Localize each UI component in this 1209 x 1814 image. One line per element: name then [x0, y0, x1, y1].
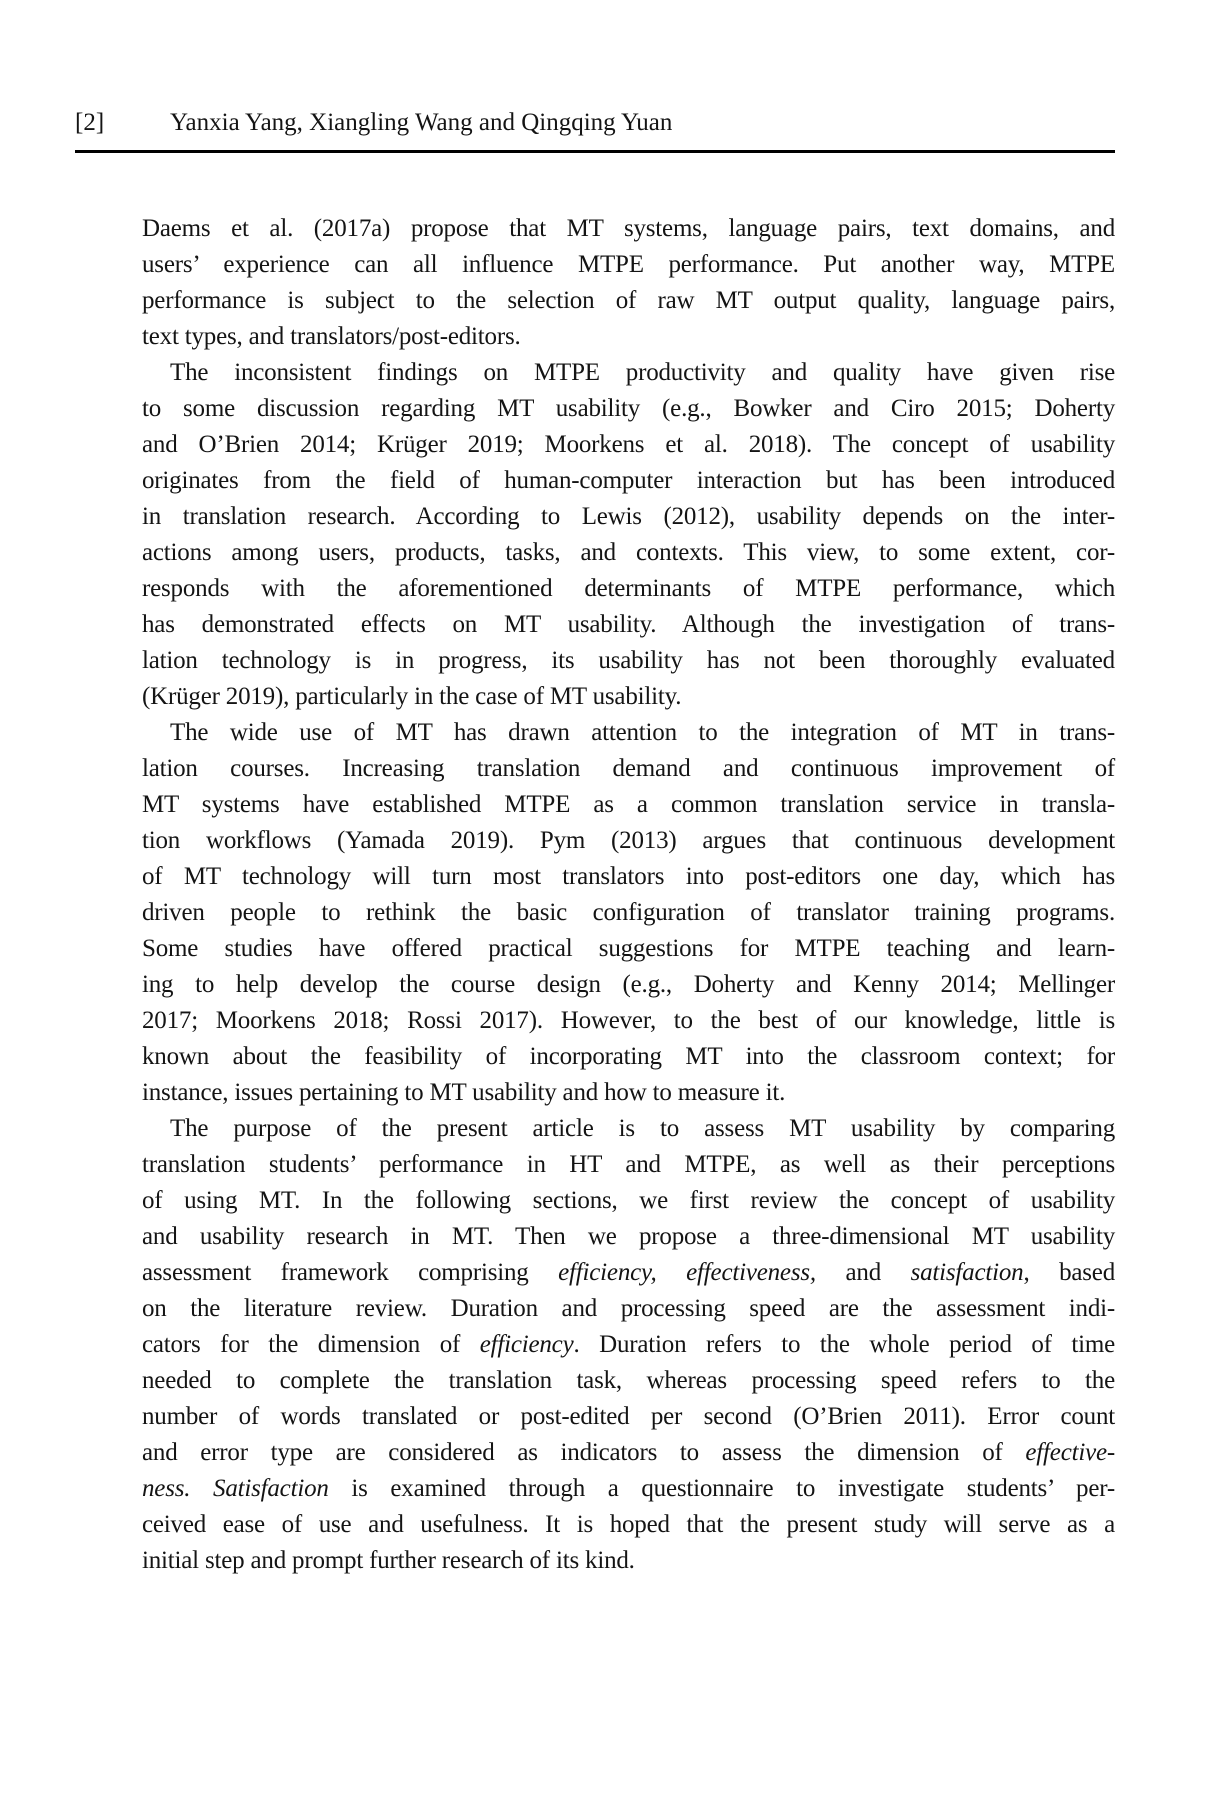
text-line	[142, 895, 1115, 931]
text-line	[142, 1183, 1115, 1219]
text-segment: to some discussion regarding MT usability (e.g., Bowker and Ciro 2015; Doherty	[142, 395, 1115, 422]
text-line	[142, 427, 1115, 463]
text-segment: has demonstrated effects on MT usability. Although the investigation of trans-	[142, 611, 1115, 638]
text-line	[142, 463, 1115, 499]
italic-text: satisfaction	[910, 1259, 1024, 1286]
italic-text: efficiency, effectiveness,	[558, 1259, 816, 1286]
text-line	[142, 931, 1115, 967]
text-line	[142, 1507, 1115, 1543]
text-segment: initial step and prompt further research of its kind.	[142, 1547, 635, 1574]
text-line	[142, 283, 1115, 319]
text-line	[142, 787, 1115, 823]
text-segment: and O’Brien 2014; Krüger 2019; Moorkens et al. 2018). The concept of usability	[142, 431, 1115, 458]
text-segment: of using MT. In the following sections, we first review the concept of usability	[142, 1187, 1115, 1214]
text-segment: originates from the field of human-computer interaction but has been introduced	[142, 467, 1115, 494]
italic-text: ness. Satisfaction	[142, 1475, 329, 1502]
text-segment: tion workflows (Yamada 2019). Pym (2013) argues that continuous development	[142, 827, 1115, 854]
text-segment: known about the feasibility of incorporating MT into the classroom context; for	[142, 1043, 1115, 1070]
text-line	[142, 1219, 1115, 1255]
text-line	[142, 319, 1115, 355]
running-head-authors: Yanxia Yang, Xiangling Wang and Qingqing Yuan	[170, 109, 673, 136]
text-line	[142, 1471, 1115, 1507]
text-line	[142, 1039, 1115, 1075]
text-line	[142, 535, 1115, 571]
text-segment: Daems et al. (2017a) propose that MT systems, language pairs, text domains, and	[142, 215, 1115, 242]
page-number: [2]	[75, 109, 105, 136]
text-segment: 2017; Moorkens 2018; Rossi 2017). However, to the best of our knowledge, little is	[142, 1007, 1115, 1034]
text-segment: and usability research in MT. Then we propose a three-dimensional MT usability	[142, 1223, 1115, 1250]
text-segment: The inconsistent findings on MTPE productivity and quality have given rise	[170, 359, 1115, 386]
text-line	[142, 823, 1115, 859]
text-line	[142, 1543, 1115, 1579]
text-segment: The wide use of MT has drawn attention to the integration of MT in trans-	[170, 719, 1115, 746]
text-segment: text types, and translators/post-editors.	[142, 323, 521, 350]
text-line	[142, 499, 1115, 535]
text-line	[142, 391, 1115, 427]
paragraph	[142, 355, 1115, 715]
running-head	[75, 106, 1115, 146]
text-line	[142, 355, 1115, 391]
text-segment: driven people to rethink the basic configuration of translator training programs.	[142, 899, 1115, 926]
text-line	[142, 1003, 1115, 1039]
text-segment: of MT technology will turn most translators into post-editors one day, which has	[142, 863, 1115, 890]
paragraph	[142, 715, 1115, 1111]
text-segment: and error type are considered as indicators to assess the dimension of	[142, 1439, 1026, 1466]
text-segment: lation courses. Increasing translation demand and continuous improvement of	[142, 755, 1115, 782]
text-line	[142, 967, 1115, 1003]
text-segment: actions among users, products, tasks, and contexts. This view, to some extent, cor-	[142, 539, 1115, 566]
text-line	[142, 1075, 1115, 1111]
text-line	[142, 751, 1115, 787]
text-line	[142, 1399, 1115, 1435]
text-line	[142, 247, 1115, 283]
text-line	[142, 1327, 1115, 1363]
text-segment: lation technology is in progress, its usability has not been thoroughly evaluated	[142, 647, 1115, 674]
text-segment: The purpose of the present article is to assess MT usability by comparing	[170, 1115, 1115, 1142]
text-line	[142, 571, 1115, 607]
text-line	[142, 1147, 1115, 1183]
text-line	[142, 679, 1115, 715]
text-segment: is examined through a questionnaire to investigate students’ per-	[328, 1475, 1115, 1502]
text-segment: and	[815, 1259, 911, 1286]
text-line	[142, 715, 1115, 751]
paragraph	[142, 1111, 1115, 1579]
text-segment: users’ experience can all influence MTPE performance. Put another way, MTPE	[142, 251, 1115, 278]
text-segment: performance is subject to the selection of raw MT output quality, language pairs,	[142, 287, 1115, 314]
text-line	[142, 607, 1115, 643]
text-line	[142, 1255, 1115, 1291]
text-segment: number of words translated or post-edited per second (O’Brien 2011). Error count	[142, 1403, 1115, 1430]
text-segment: in translation research. According to Lewis (2012), usability depends on the inter-	[142, 503, 1115, 530]
italic-text: effective-	[1025, 1439, 1115, 1466]
text-segment: (Krüger 2019), particularly in the case of MT usability.	[142, 683, 682, 710]
text-segment: MT systems have established MTPE as a common translation service in transla-	[142, 791, 1115, 818]
text-line	[142, 1363, 1115, 1399]
text-segment: Some studies have offered practical suggestions for MTPE teaching and learn-	[142, 935, 1115, 962]
text-segment: , based	[1023, 1259, 1115, 1286]
body-paragraphs	[142, 211, 1115, 1579]
text-line	[142, 1291, 1115, 1327]
text-line	[142, 211, 1115, 247]
text-line	[142, 643, 1115, 679]
text-line	[142, 859, 1115, 895]
text-segment: cators for the dimension of	[142, 1331, 480, 1358]
text-segment: . Duration refers to the whole period of time	[573, 1331, 1115, 1358]
text-segment: needed to complete the translation task, whereas processing speed refers to the	[142, 1367, 1115, 1394]
text-segment: ing to help develop the course design (e.g., Doherty and Kenny 2014; Mellinger	[142, 971, 1115, 998]
text-segment: assessment framework comprising	[142, 1259, 559, 1286]
text-segment: translation students’ performance in HT and MTPE, as well as their perceptions	[142, 1151, 1115, 1178]
text-line	[142, 1435, 1115, 1471]
text-segment: ceived ease of use and usefulness. It is hoped that the present study will serve as a	[142, 1511, 1115, 1538]
paragraph	[142, 211, 1115, 355]
text-segment: instance, issues pertaining to MT usability and how to measure it.	[142, 1079, 786, 1106]
text-line	[142, 1111, 1115, 1147]
text-segment: on the literature review. Duration and processing speed are the assessment indi-	[142, 1295, 1115, 1322]
italic-text: efficiency	[479, 1331, 574, 1358]
text-segment: responds with the aforementioned determinants of MTPE performance, which	[142, 575, 1115, 602]
header-rule	[75, 150, 1115, 153]
